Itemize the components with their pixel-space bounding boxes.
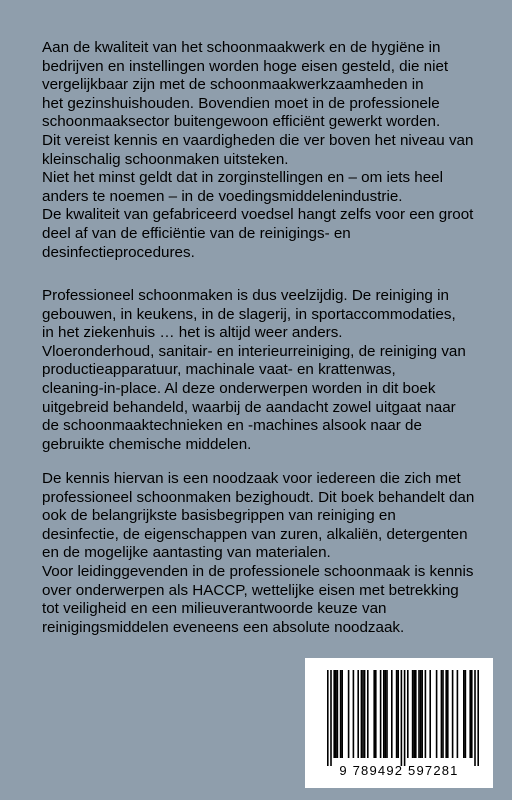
- barcode-bar: [471, 670, 473, 758]
- barcode-bar: [383, 670, 385, 758]
- barcode-bar: [447, 670, 449, 758]
- barcode-bar: [364, 670, 366, 758]
- barcode-bar: [373, 670, 375, 758]
- text-line: en de mogelijke aantasting van materialen.: [42, 544, 331, 562]
- barcode-bar: [445, 670, 447, 758]
- barcode-bar: [353, 670, 355, 758]
- barcode-bar: [436, 670, 438, 758]
- text-line: over onderwerpen als HACCP, wettelijke eisen met betrekking: [42, 581, 459, 599]
- barcode-bar: [425, 670, 427, 758]
- text-line: kleinschalig schoonmaken uitsteken.: [42, 150, 289, 168]
- barcode-bar: [348, 670, 350, 758]
- barcode-digits: 9 789492 597281: [339, 763, 459, 778]
- text-line: Professioneel schoonmaken is dus veelzijdig. De reiniging in: [42, 287, 449, 304]
- barcode-bar: [474, 670, 476, 766]
- barcode-bar: [415, 670, 417, 758]
- barcode-bar: [335, 670, 337, 758]
- text-line: uitgebreid behandeld, waarbij de aandacht zowel uitgaat naar: [42, 398, 456, 416]
- text-line: reinigingsmiddelen eveneens een absolute noodzaak.: [42, 618, 405, 636]
- text-line: cleaning-in-place. Al deze onderwerpen worden in dit boek: [42, 379, 436, 397]
- barcode-bar: [418, 670, 420, 758]
- barcode-bar: [380, 670, 382, 758]
- barcode-bar: [327, 670, 329, 766]
- barcode-bar: [397, 670, 399, 758]
- barcode-bar: [362, 670, 364, 758]
- barcode-bar: [413, 670, 415, 758]
- text-line: productieapparatuur, machinale vaat- en krattenwas,: [42, 361, 396, 379]
- barcode-bar: [396, 670, 398, 758]
- text-line: desinfectieprocedures.: [42, 243, 195, 261]
- barcode-bar: [429, 670, 431, 758]
- barcode-bar: [412, 670, 414, 758]
- text-line: professioneel schoonmaken bezighoudt. Dit boek behandelt dan: [42, 488, 475, 506]
- isbn-barcode: [305, 658, 493, 788]
- barcode-bar: [401, 670, 403, 766]
- text-line: Niet het minst geldt dat in zorginstellingen en – om iets heel: [42, 169, 444, 187]
- barcode-bar: [469, 670, 471, 758]
- text-line: Dit vereist kennis en vaardigheden die ver boven het niveau van: [42, 131, 474, 149]
- barcode-bar: [391, 670, 393, 758]
- text-line: tot veiligheid en een milieuverantwoorde keuze van: [42, 600, 387, 618]
- text-line: gebruikte chemische middelen.: [42, 435, 252, 453]
- barcode-bar: [375, 670, 377, 758]
- text-line: Voor leidinggevenden in de professionele schoonmaak is kennis: [42, 562, 474, 580]
- barcode-bar: [367, 670, 369, 758]
- barcode-bar: [357, 670, 359, 758]
- text-line: het gezinshuishouden. Bovendien moet in de professionele: [42, 94, 440, 112]
- barcode-bar: [407, 670, 409, 758]
- text-line: De kennis hiervan is een noodzaak voor iedereen die zich met: [42, 470, 461, 487]
- barcode-bar: [441, 670, 443, 758]
- text-line: bedrijven en instellingen worden hoge eisen gesteld, die niet: [42, 57, 449, 75]
- text-line: Vloeronderhoud, sanitair- en interieurreiniging, de reiniging van: [42, 342, 466, 360]
- barcode-bar: [463, 670, 465, 758]
- paragraph-intro: [42, 39, 472, 262]
- text-line: De kwaliteit van gefabriceerd voedsel hangt zelfs voor een groot: [42, 206, 474, 224]
- text-line: de schoonmaaktechnieken en -machines alsook naar de: [42, 417, 422, 435]
- barcode-bar: [385, 670, 387, 758]
- text-line: schoonmaaksector buitengewoon efficiënt gewerkt worden.: [42, 113, 441, 131]
- text-line: deel af van de efficiëntie van de reinigings- en: [42, 224, 351, 242]
- text-line: in het ziekenhuis … het is altijd weer anders.: [42, 324, 343, 342]
- paragraph-knowledge: [42, 470, 475, 637]
- text-line: ook de belangrijkste basisbegrippen van reiniging en: [42, 507, 396, 525]
- barcode-bar: [421, 670, 423, 758]
- text-line: desinfectie, de eigenschappen van zuren, alkaliën, detergenten: [42, 525, 468, 543]
- text-line: gebouwen, in keukens, in de slagerij, in sportaccommodaties,: [42, 305, 456, 323]
- text-line: anders te noemen – in de voedingsmiddelenindustrie.: [42, 187, 403, 205]
- barcode-bar: [340, 670, 342, 758]
- barcode-bar: [420, 670, 422, 758]
- barcode-bar: [341, 670, 343, 758]
- barcode-bar: [333, 670, 335, 758]
- paragraph-versatility: [42, 287, 472, 454]
- barcode-bar: [465, 670, 467, 758]
- text-line: Aan de kwaliteit van het schoonmaakwerk en de hygiëne in: [42, 39, 441, 56]
- barcode-bar: [457, 670, 459, 758]
- barcode-bar: [442, 670, 444, 758]
- barcode-bar: [330, 670, 332, 766]
- barcode-bar: [337, 670, 339, 758]
- barcode-bar: [404, 670, 406, 766]
- text-line: vergelijkbaar zijn met de schoonmaakwerkzaamheden in: [42, 76, 424, 94]
- barcode-bar: [452, 670, 454, 758]
- barcode-bar: [477, 670, 479, 766]
- barcode-bar: [386, 670, 388, 758]
- barcode-bar: [361, 670, 363, 758]
